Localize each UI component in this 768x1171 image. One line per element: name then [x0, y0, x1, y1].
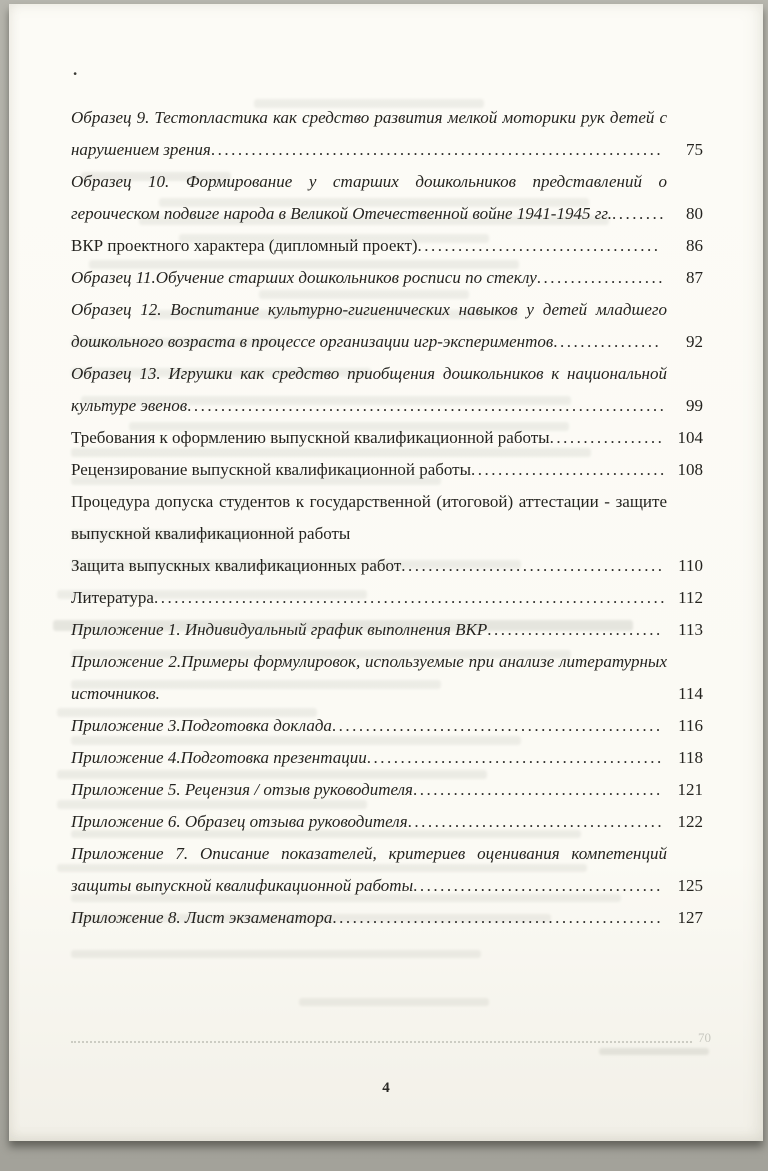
toc-entry-text: Образец 11.Обучение старших дошкольников росписи по стеклу...................: [71, 268, 665, 287]
dot-leader: ..........................: [487, 620, 663, 639]
toc-entry-text: Требования к оформлению выпускной квалификационной работы.................: [71, 428, 665, 447]
toc-entry: [71, 230, 703, 262]
bleedthrough-smudge: [599, 1048, 709, 1055]
toc-entry-text: ВКР проектного характера (дипломный проект)....................................: [71, 236, 661, 255]
toc-entry: [71, 166, 703, 230]
toc-entry-text: Защита выпускных квалификационных работ.......................................: [71, 556, 665, 575]
toc-entry-page: 87: [686, 268, 703, 287]
toc-entry-page: 104: [677, 428, 703, 447]
toc-entry-text: Процедура допуска студентов к государственной (итоговой) аттестации - защите выпускной квалификационной работы: [71, 492, 667, 543]
toc-entry-text: Образец 12. Воспитание культурно-гигиенических навыков у детей младшего дошкольного возраста в процессе организации игр-экспериментов................: [71, 300, 667, 351]
dot-leader: ...................................................................: [210, 140, 664, 159]
toc-entry-page: 114: [678, 684, 703, 703]
toc-entry-text: Приложение 7. Описание показателей, критериев оценивания компетенций защиты выпускной квалификационной работы.....................................: [71, 844, 667, 895]
toc-entry-text: Приложение 6. Образец отзыва руководителя......................................: [71, 812, 665, 831]
toc-entry: [71, 774, 703, 806]
toc-entry-page: 127: [677, 908, 703, 927]
toc-entry-page: 86: [686, 236, 703, 255]
dot-leader: ......................................: [407, 812, 665, 831]
toc-entry: [71, 806, 703, 838]
toc-entry: [71, 454, 703, 486]
scan-page: [9, 4, 763, 1141]
toc-entry: [71, 550, 703, 582]
toc-entry: [71, 294, 703, 358]
toc-entry-page: 92: [686, 332, 703, 351]
dot-leader: ...................: [536, 268, 665, 287]
bleedthrough-page: 70: [698, 1030, 711, 1045]
toc-entry: [71, 358, 703, 422]
dot-leader: ............................................................................: [153, 588, 667, 607]
toc-entry-text: Образец 13. Игрушки как средство приобщения дошкольников к национальной культуре эвенов.......................................................................: [71, 364, 667, 415]
toc-entry-page: 125: [677, 876, 703, 895]
toc-entry-text: Образец 9. Тестопластика как средство развития мелкой моторики рук детей с нарушением зрения...................................................................: [71, 108, 667, 159]
toc-entry-page: 99: [686, 396, 703, 415]
stray-ink-mark: .: [73, 60, 78, 79]
toc-entry: [71, 710, 703, 742]
dot-leader: .................................................: [332, 908, 664, 927]
toc-entry-page: 112: [678, 588, 703, 607]
toc-entry: [71, 646, 703, 710]
dot-leader: .....................................: [413, 876, 663, 895]
toc-entry: [71, 614, 703, 646]
bleedthrough-dots: [71, 1033, 692, 1043]
toc-entry: [71, 262, 703, 294]
bleedthrough-smudge: [299, 998, 489, 1006]
toc-entry: [71, 102, 703, 166]
dot-leader: ....................................: [417, 236, 661, 255]
toc-entry-text: Приложение 3.Подготовка доклада.................................................: [71, 716, 663, 735]
toc-entry-text: Приложение 2.Примеры формулировок, используемые при анализе литературных источников.: [71, 652, 667, 703]
toc-entry: [71, 902, 703, 934]
dot-leader: .......................................: [401, 556, 665, 575]
toc-entry-page: 75: [686, 140, 703, 159]
toc-entry-page: 116: [678, 716, 703, 735]
toc-entry-text: Рецензирование выпускной квалификационной работы.............................: [71, 460, 667, 479]
toc-entry-text: Приложение 5. Рецензия / отзыв руководителя.....................................: [71, 780, 663, 799]
bleedthrough-toc-line: [71, 1030, 711, 1046]
page-number: 4: [382, 1080, 390, 1096]
toc-entry-text: Литература............................................................................: [71, 588, 667, 607]
toc-entry-page: 121: [677, 780, 703, 799]
dot-leader: ........: [612, 204, 667, 223]
dot-leader: ................: [553, 332, 662, 351]
toc-entry-page: 80: [686, 204, 703, 223]
toc-entry-text: Приложение 4.Подготовка презентации............................................: [71, 748, 664, 767]
table-of-contents: [9, 4, 763, 934]
toc-entry-text: Приложение 8. Лист экзаменатора.................................................: [71, 908, 664, 927]
toc-entry-page: 113: [678, 620, 703, 639]
dot-leader: .......................................................................: [187, 396, 667, 415]
toc: [71, 102, 703, 934]
toc-entry: [71, 838, 703, 902]
dot-leader: .....................................: [412, 780, 663, 799]
dot-leader: .............................: [471, 460, 667, 479]
toc-entry: [71, 422, 703, 454]
toc-entry-text: Образец 10. Формирование у старших дошкольников представлений о героическом подвиге народа в Великой Отечественной войне 1941-1945 гг.........: [71, 172, 667, 223]
dot-leader: .................................................: [331, 716, 663, 735]
toc-entry: [71, 742, 703, 774]
toc-entry-page: 122: [677, 812, 703, 831]
bleedthrough-smudge: [71, 950, 481, 958]
toc-entry-page: 110: [678, 556, 703, 575]
toc-entry: [71, 582, 703, 614]
dot-leader: ............................................: [366, 748, 664, 767]
dot-leader: .................: [549, 428, 665, 447]
toc-entry: [71, 486, 703, 550]
toc-entry-page: 108: [677, 460, 703, 479]
toc-entry-text: Приложение 1. Индивидуальный график выполнения ВКР..........................: [71, 620, 663, 639]
toc-entry-page: 118: [678, 748, 703, 767]
